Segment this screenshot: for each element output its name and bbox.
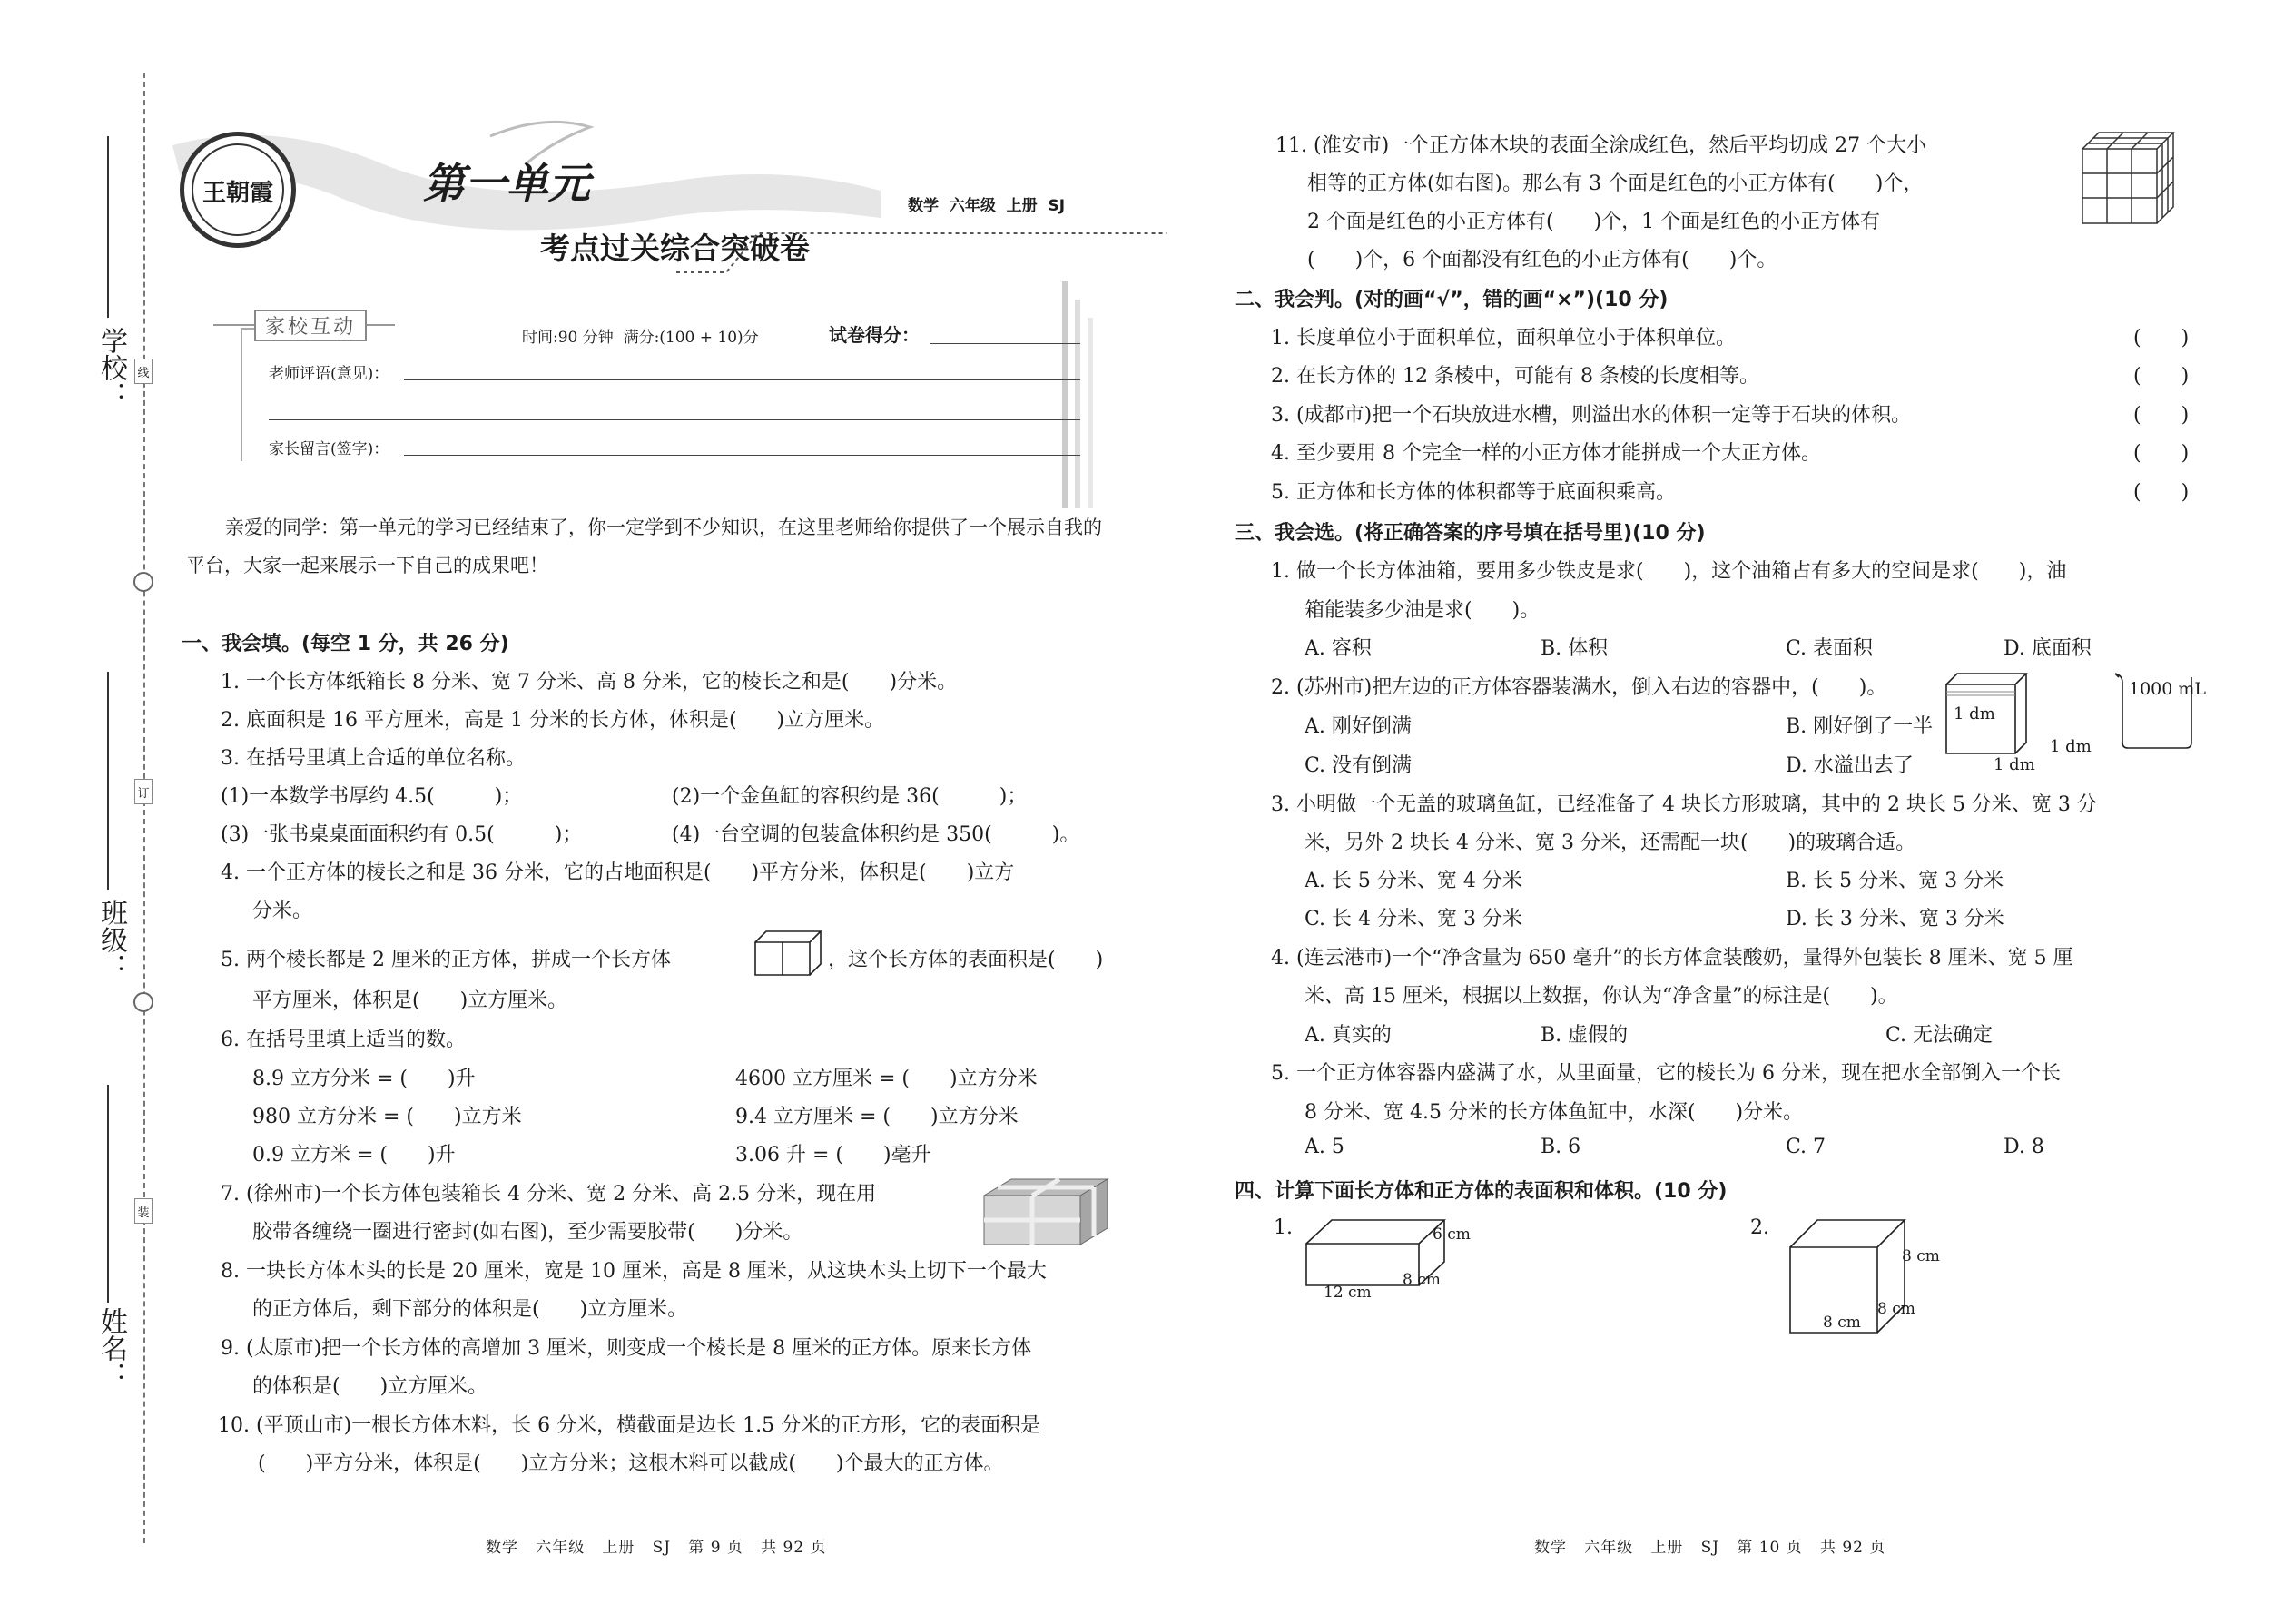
question-11-line-2: 相等的正方体(如右图)。那么有 3 个面是红色的小正方体有( )个， [1307,172,1924,195]
judge-5-answer[interactable]: ( ) [2133,481,2190,504]
question-1: 1. 一个长方体纸箱长 8 分米、宽 7 分米、高 8 分米，它的棱长之和是( )分米。 [221,671,958,694]
cube-dm-label-side: 1 dm [2050,737,2092,756]
choice-2-option-b[interactable]: B. 刚好倒了一半 [1786,715,1934,738]
question-10-line-2: ( )平方分米，体积是( )立方分米；这根木料可以截成( )个最大的正方体。 [258,1452,1004,1475]
teacher-comment-label: 老师评语(意见)： [269,365,389,383]
taped-box-figure [980,1176,1112,1248]
score-field[interactable] [930,343,1080,344]
judge-3-answer[interactable]: ( ) [2133,404,2190,427]
judge-4: 4. 至少要用 8 个完全一样的小正方体才能拼成一个大正方体。 [1271,442,1821,465]
judge-5: 5. 正方体和长方体的体积都等于底面积乘高。 [1271,481,1676,504]
question-6-conversion-f: 3.06 升 = ( )毫升 [735,1144,931,1166]
cut-mark-bind: 订 [134,779,153,804]
intro-line-2: 平台，大家一起来展示一下自己的成果吧！ [186,555,548,576]
question-9-line-1: 9. (太原市)把一个长方体的高增加 3 厘米，则变成一个棱长是 8 厘米的正方体。原来长方体 [221,1337,1032,1360]
class-field[interactable] [107,672,109,890]
cuboid-length-label: 12 cm [1324,1284,1372,1302]
binding-hole-top [133,572,153,592]
logo-text: 王朝霞 [202,180,273,207]
cube-edge-label-right: 8 cm [1902,1247,1940,1265]
question-8-line-2: 的正方体后，剩下部分的体积是( )立方厘米。 [252,1298,688,1321]
name-label: 姓名： [95,1307,127,1389]
question-11-line-4: ( )个，6 个面都没有红色的小正方体有( )个。 [1307,249,1777,271]
parent-comment-field[interactable] [404,455,1080,456]
question-5-line-1: 5. 两个棱长都是 2 厘米的正方体，拼成一个长方体 [221,949,671,971]
choice-3-line-1: 3. 小明做一个无盖的玻璃鱼缸，已经准备了 4 块长方形玻璃，其中的 2 块长 5 分米、宽 3 分 [1271,793,2097,816]
question-6-conversion-b: 4600 立方厘米 = ( )立方分米 [735,1068,1038,1090]
question-3-part-4: (4)一台空调的包装盒体积约是 350( )。 [672,823,1080,846]
question-5-line-3: 平方厘米，体积是( )立方厘米。 [252,989,568,1012]
choice-2-option-c[interactable]: C. 没有倒满 [1305,754,1413,777]
question-7-line-1: 7. (徐州市)一个长方体包装箱长 4 分米、宽 2 分米、高 2.5 分米，现在用 [221,1183,877,1206]
cuboid-width-label: 8 cm [1403,1271,1441,1289]
question-11-line-3: 2 个面是红色的小正方体有( )个，1 个面是红色的小正方体有 [1307,211,1881,233]
choice-5-option-d[interactable]: D. 8 [2004,1136,2044,1158]
choice-1-option-d[interactable]: D. 底面积 [2004,637,2092,660]
score-label: 试卷得分： [829,324,920,346]
choice-3-option-b[interactable]: B. 长 5 分米、宽 3 分米 [1786,870,2004,892]
teacher-comment-field[interactable] [404,379,1080,380]
question-5-line-2: ，这个长方体的表面积是( ) [828,949,1104,971]
two-cubes-figure [753,930,822,977]
header-side-bars [1053,281,1108,517]
question-9-line-2: 的体积是( )立方厘米。 [252,1375,488,1398]
choice-4-option-b[interactable]: B. 虚假的 [1541,1024,1629,1047]
choice-3-option-d[interactable]: D. 长 3 分米、宽 3 分米 [1786,908,2004,930]
question-6-conversion-c: 980 立方分米 = ( )立方米 [252,1106,522,1128]
question-3: 3. 在括号里填上合适的单位名称。 [221,747,526,770]
book-info: 数学 六年级 上册 SJ [908,197,1066,215]
comment-box-bracket [238,327,256,463]
parent-comment-label: 家长留言(签字)： [269,440,389,458]
beaker-volume-label: 1000 mL [2129,679,2207,699]
family-school-tag: 家校互动 [213,304,395,359]
choice-5-option-a[interactable]: A. 5 [1305,1136,1344,1158]
cube-dm-label-front: 1 dm [1954,704,1995,723]
footer-page-9: 数学 六年级 上册 SJ 第 9 页 共 92 页 [486,1539,827,1557]
cut-mark-line: 线 [134,359,153,384]
binding-hole-bottom [133,992,153,1012]
cut-mark-pack: 装 [134,1198,153,1224]
logo-seal [180,132,296,248]
question-6-conversion-e: 0.9 立方米 = ( )升 [252,1144,456,1166]
choice-4-option-a[interactable]: A. 真实的 [1305,1024,1392,1047]
school-field[interactable] [107,136,109,318]
judge-1-answer[interactable]: ( ) [2133,327,2190,349]
cube-dm-label-bottom: 1 dm [1994,755,2035,774]
cube-27-figure [2079,129,2179,229]
choice-2-option-a[interactable]: A. 刚好倒满 [1305,715,1412,738]
cube-edge-label-bottom: 8 cm [1823,1314,1861,1332]
question-2: 2. 底面积是 16 平方厘米，高是 1 分米的长方体，体积是( )立方厘米。 [221,709,885,732]
figure-2-number: 2. [1750,1216,1769,1239]
choice-5-option-c[interactable]: C. 7 [1786,1136,1826,1158]
question-10-line-1: 10. (平顶山市)一根长方体木料，长 6 分米，横截面是边长 1.5 分米的正方形，它的表面积是 [218,1414,1041,1437]
choice-4-line-1: 4. (连云港市)一个“净含量为 650 毫升”的长方体盒装酸奶，量得外包装长 8 厘米、宽 5 厘 [1271,947,2073,969]
choice-1-option-b[interactable]: B. 体积 [1541,637,1609,660]
cuboid-height-label: 6 cm [1433,1225,1471,1244]
question-4-line-2: 分米。 [252,900,313,922]
choice-4-line-2: 米、高 15 厘米，根据以上数据，你认为“净含量”的标注是( )。 [1305,985,1898,1008]
intro-line-1: 亲爱的同学：第一单元的学习已经结束了，你一定学到不少知识，在这里老师给你提供了一个展示自我的 [225,517,1102,538]
header-dotted-accent [672,213,1171,281]
question-3-part-1: (1)一本数学书厚约 4.5( )； [221,785,523,808]
judge-2: 2. 在长方体的 12 条棱中，可能有 8 条棱的长度相等。 [1271,365,1759,388]
choice-2: 2. (苏州市)把左边的正方体容器装满水，倒入右边的容器中，( )。 [1271,676,1887,699]
choice-3-option-a[interactable]: A. 长 5 分米、宽 4 分米 [1305,870,1522,892]
class-label: 班级： [95,899,127,980]
question-6-conversion-d: 9.4 立方厘米 = ( )立方分米 [735,1106,1019,1128]
choice-5-line-2: 8 分米、宽 4.5 分米的长方体鱼缸中，水深( )分米。 [1305,1101,1804,1124]
choice-1-option-c[interactable]: C. 表面积 [1786,637,1874,660]
section-choice-heading: 三、我会选。(将正确答案的序号填在括号里)(10 分) [1235,522,1706,545]
footer-page-10: 数学 六年级 上册 SJ 第 10 页 共 92 页 [1534,1539,1886,1557]
question-8-line-1: 8. 一块长方体木头的长是 20 厘米，宽是 10 厘米，高是 8 厘米，从这块木头上切下一个最大 [221,1260,1047,1283]
cube-edge-label-depth: 8 cm [1877,1300,1915,1318]
section-calculate-heading: 四、计算下面长方体和正方体的表面积和体积。(10 分) [1235,1180,1728,1203]
question-11-line-1: 11. (淮安市)一个正方体木块的表面全涂成红色，然后平均切成 27 个大小 [1275,134,1927,157]
binding-dashed-line [143,73,145,1543]
question-3-part-2: (2)一个金鱼缸的容积约是 36( )； [672,785,1028,808]
unit-title: 第一单元 [423,159,590,208]
time-score-info: 时间:90 分钟 满分:(100 + 10)分 [522,329,759,347]
question-6: 6. 在括号里填上适当的数。 [221,1029,466,1051]
teacher-comment-line-2[interactable] [269,419,1080,420]
judge-4-answer[interactable]: ( ) [2133,442,2190,465]
section-fill-in-heading: 一、我会填。(每空 1 分，共 26 分) [182,633,509,655]
choice-3-line-2: 米，另外 2 块长 4 分米、宽 3 分米，还需配一块( )的玻璃合适。 [1305,832,1916,854]
judge-3: 3. (成都市)把一个石块放进水槽，则溢出水的体积一定等于石块的体积。 [1271,404,1912,427]
section-judge-heading: 二、我会判。(对的画“√”，错的画“×”)(10 分) [1235,289,1669,311]
choice-5-line-1: 5. 一个正方体容器内盛满了水，从里面量，它的棱长为 6 分米，现在把水全部倒入一个长 [1271,1062,2061,1085]
choice-4-option-c[interactable]: C. 无法确定 [1885,1024,1994,1047]
choice-1-option-a[interactable]: A. 容积 [1305,637,1372,660]
figure-1-number: 1. [1274,1216,1293,1239]
question-6-conversion-a: 8.9 立方分米 = ( )升 [252,1068,476,1090]
school-label: 学校： [95,327,127,408]
name-field[interactable] [107,1085,109,1303]
paper-subtitle: 考点过关综合突破卷 [540,231,810,266]
question-4-line-1: 4. 一个正方体的棱长之和是 36 分米，它的占地面积是( )平方分米，体积是( )立方 [221,861,1015,884]
judge-1: 1. 长度单位小于面积单位，面积单位小于体积单位。 [1271,327,1736,349]
choice-1-line-1: 1. 做一个长方体油箱，要用多少铁皮是求( )，这个油箱占有多大的空间是求( )，油 [1271,560,2067,583]
choice-3-option-c[interactable]: C. 长 4 分米、宽 3 分米 [1305,908,1523,930]
choice-5-option-b[interactable]: B. 6 [1541,1136,1581,1158]
choice-1-line-2: 箱能装多少油是求( )。 [1305,599,1541,622]
question-7-line-2: 胶带各缠绕一圈进行密封(如右图)，至少需要胶带( )分米。 [252,1221,803,1244]
choice-2-option-d[interactable]: D. 水溢出去了 [1786,754,1914,777]
question-3-part-3: (3)一张书桌桌面面积约有 0.5( )； [221,823,583,846]
judge-2-answer[interactable]: ( ) [2133,365,2190,388]
